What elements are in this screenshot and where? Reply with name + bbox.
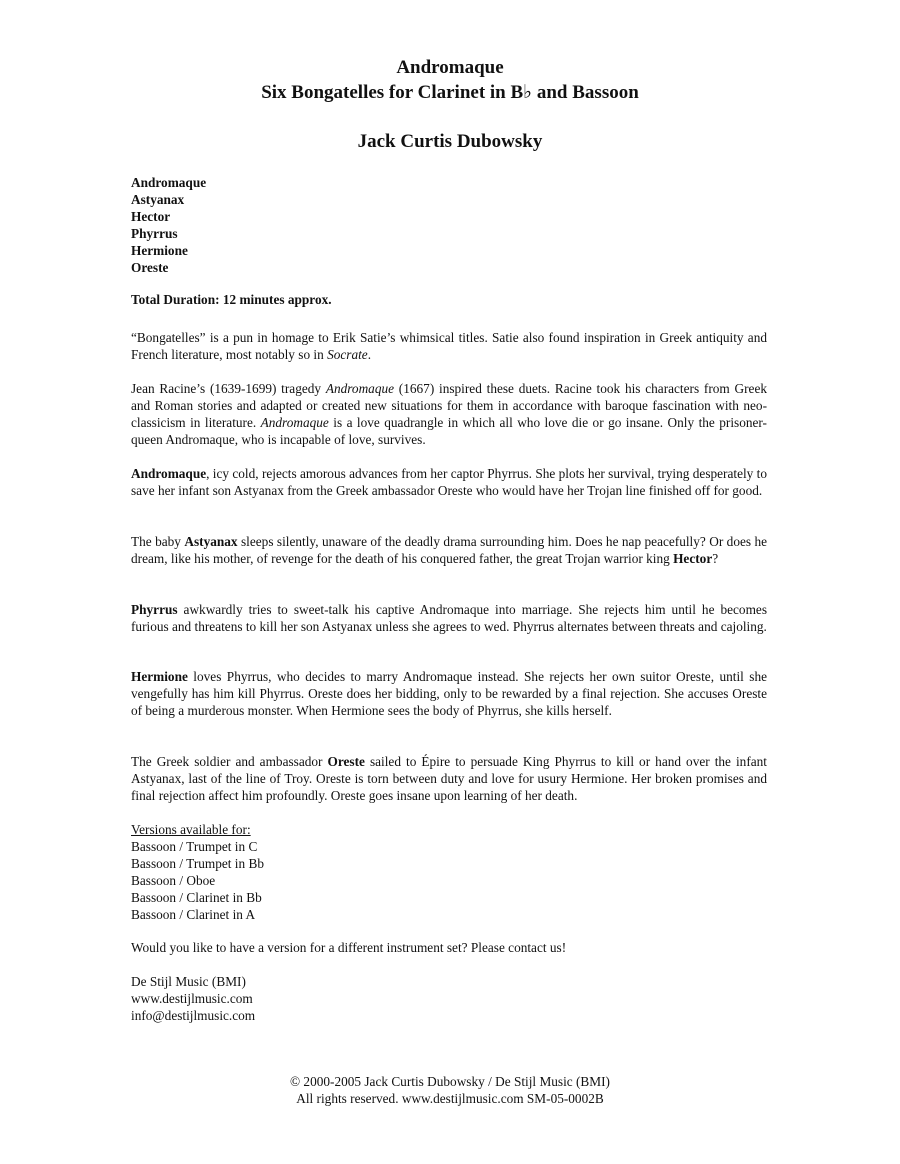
movement-item: Hermione [131,243,188,258]
title-line-2: Six Bongatelles for Clarinet in B♭ and Bassoon [261,82,639,103]
version-item: Bassoon / Oboe [131,873,216,888]
paragraph-astyanax: The baby Astyanax sleeps silently, unaware of the deadly drama surrounding him. Does he nap peacefully? Or does he dream, like his mother, of revenge for the death of his conquered father, the great Trojan warrior king Hector? [131,534,768,566]
version-item: Bassoon / Trumpet in Bb [131,856,264,871]
version-item: Bassoon / Clarinet in Bb [131,890,262,905]
paragraph-oreste: The Greek soldier and ambassador Oreste sailed to Épire to persuade King Phyrrus to kill or hand over the infant Astyanax, last of the line of Troy. Oreste is torn between duty and love for usury Hermione. Her broken promises and final rejection affect him profoundly. Oreste goes insane upon learning of her death. [131,754,768,803]
contact-question: Would you like to have a version for a different instrument set? Please contact us! [131,940,567,955]
composer-name: Jack Curtis Dubowsky [357,131,543,152]
title-line-1: Andromaque [396,57,504,78]
paragraph-hermione: Hermione loves Phyrrus, who decides to marry Andromaque instead. She rejects her own suitor Oreste, until she vengefully has him kill Phyrrus. Oreste does her bidding, only to be rewarded by a final rejection. She accuses Oreste of being a murderous monster. When Hermione sees the body of Phyrrus, she kills herself. [131,669,767,718]
movement-list [131,174,767,276]
total-duration: Total Duration: 12 minutes approx. [131,292,332,307]
paragraph-andromaque: Andromaque, icy cold, rejects amorous advances from her captor Phyrrus. She plots her survival, trying desperately to save her infant son Astyanax from the Greek ambassador Oreste who would have her Trojan line finished off for good. [131,466,767,498]
movement-item: Andromaque [131,175,207,190]
document-title [0,55,900,105]
footer-line-1: © 2000-2005 Jack Curtis Dubowsky / De Stijl Music (BMI) [290,1074,610,1089]
paragraph-phyrrus: Phyrrus awkwardly tries to sweet-talk his captive Andromaque into marriage. She rejects him until he becomes furious and threatens to kill her son Astyanax unless she agrees to wed. Phyrrus alternates between threats and cajoling. [131,602,767,634]
version-item: Bassoon / Clarinet in A [131,907,256,922]
paragraph-bongatelles: “Bongatelles” is a pun in homage to Erik Satie’s whimsical titles. Satie also found inspiration in Greek antiquity and French literature, most notably so in Socrate. [131,330,767,362]
movement-item: Hector [131,209,171,224]
copyright-footer [0,1073,900,1107]
contact-info [131,973,767,1024]
footer-line-2: All rights reserved. www.destijlmusic.com SM-05-0002B [296,1091,604,1106]
version-item: Bassoon / Trumpet in C [131,839,258,854]
versions-list [131,821,767,923]
email-link[interactable]: info@destijlmusic.com [131,1008,256,1023]
paragraph-racine: Jean Racine’s (1639-1699) tragedy Andromaque (1667) inspired these duets. Racine took his characters from Greek and Roman stories and adapted or created new situations for them in accordance with baroque fascination with neo-classicism in literature. Andromaque is a love quadrangle in which all who love die or go insane. Only the prisoner-queen Andromaque, who is incapable of love, survives. [131,381,767,447]
website-link[interactable]: www.destijlmusic.com [131,991,253,1006]
versions-heading: Versions available for: [131,822,251,837]
movement-item: Phyrrus [131,226,178,241]
publisher-name: De Stijl Music (BMI) [131,974,246,989]
movement-item: Astyanax [131,192,185,207]
movement-item: Oreste [131,260,169,275]
